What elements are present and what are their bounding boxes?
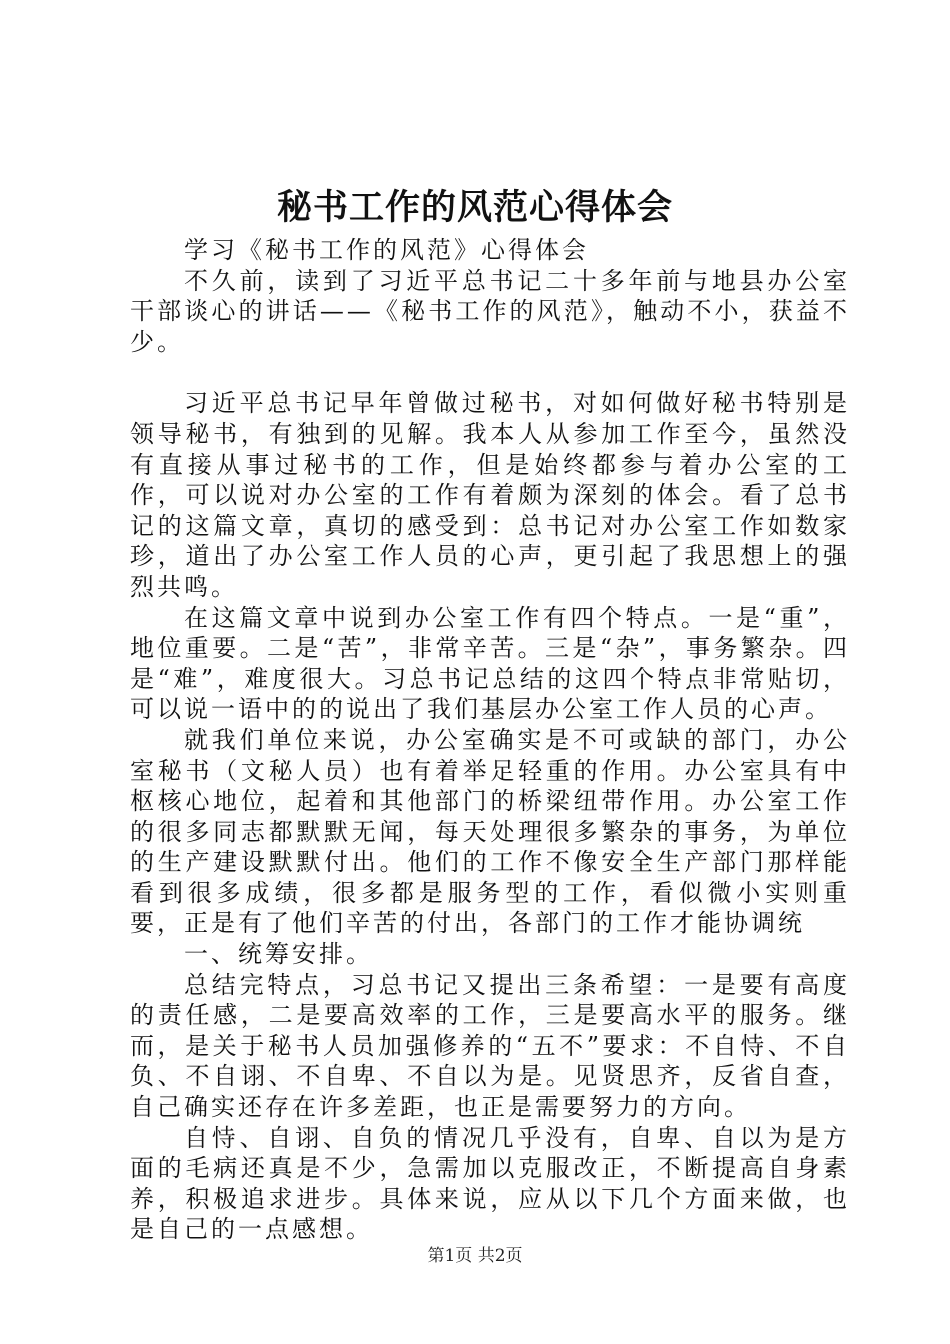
subtitle-paragraph: 学习《秘书工作的风范》心得体会: [184, 236, 589, 264]
body-paragraph: 习近平总书记早年曾做过秘书，对如何做好秘书特别是领导秘书，有独到的见解。我本人从参加工作至今，虽然没有直接从事过秘书的工作，但是始终都参与着办公室的工作，可以说对办公室的工作有着颇为深刻的体会。看了总书记的这篇文章，真切的感受到：总书记对办公室工作如数家珍，道出了办公室工作人员的心声，更引起了我思想上的强烈共鸣。: [130, 389, 850, 601]
body-paragraph: 就我们单位来说，办公室确实是不可或缺的部门，办公室秘书（文秘人员）也有着举足轻重的作用。办公室具有中枢核心地位，起着和其他部门的桥梁纽带作用。办公室工作的很多同志都默默无闻，每天处理很多繁杂的事务，为单位的生产建设默默付出。他们的工作不像安全生产部门那样能看到很多成绩，很多都是服务型的工作，看似微小实则重要，正是有了他们辛苦的付出，各部门的工作才能协调统: [130, 725, 850, 938]
body-paragraph: 总结完特点，习总书记又提出三条希望：一是要有高度的责任感，二是要高效率的工作，三是要高水平的服务。继而，是关于秘书人员加强修养的“五不”要求：不自恃、不自负、不自诩、不自卑、不自以为是。见贤思齐，反省自查，自己确实还存在许多差距，也正是需要努力的方向。: [130, 970, 850, 1122]
page-number: 第1页 共2页: [427, 1246, 523, 1266]
section-heading: 一、统筹安排。: [184, 940, 373, 969]
document-body: [130, 235, 850, 1245]
intro-paragraph: 不久前，读到了习近平总书记二十多年前与地县办公室干部谈心的讲话——《秘书工作的风范》，触动不小，获益不少。: [130, 266, 850, 356]
document-title: 秘书工作的风范心得体会: [276, 187, 673, 228]
body-paragraph: 自恃、自诩、自负的情况几乎没有，自卑、自以为是方面的毛病还真是不少，急需加以克服改正，不断提高自身素养，积极追求进步。具体来说，应从以下几个方面来做，也是自己的一点感想。: [130, 1123, 850, 1244]
body-paragraph: 在这篇文章中说到办公室工作有四个特点。一是“重”，地位重要。二是“苦”，非常辛苦。三是“杂”，事务繁杂。四是“难”，难度很大。习总书记总结的这四个特点非常贴切，可以说一语中的的说出了我们基层办公室工作人员的心声。: [130, 603, 850, 724]
